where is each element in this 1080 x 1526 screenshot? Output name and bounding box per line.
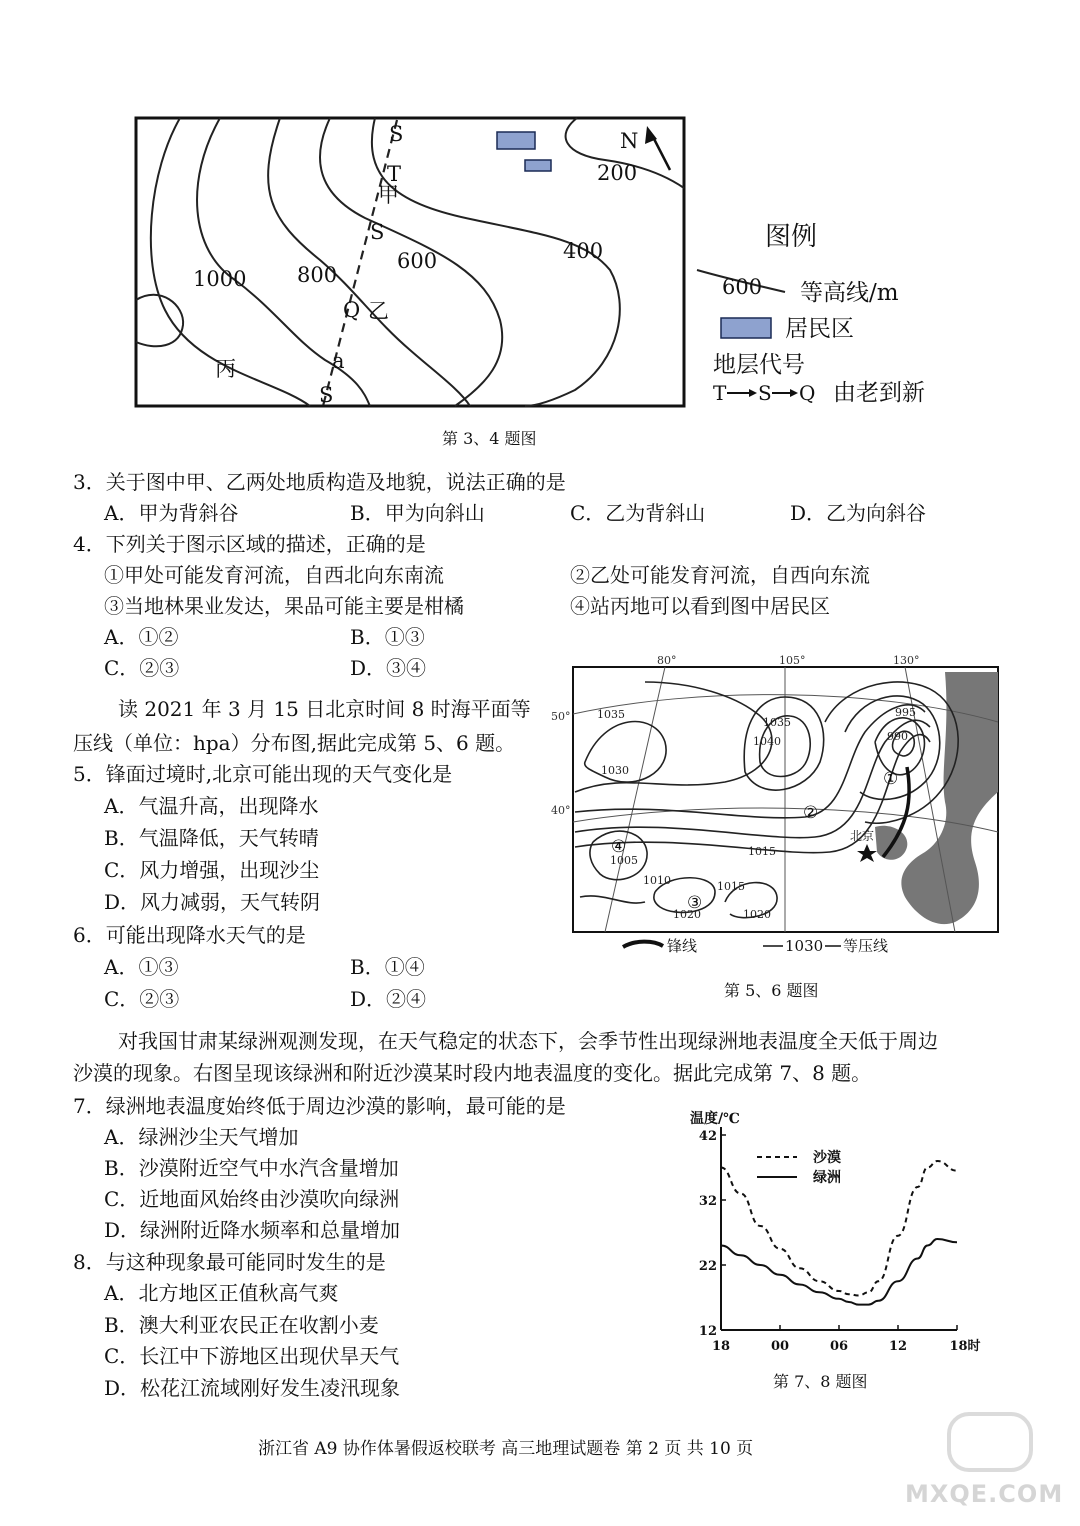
- question-8-option-b[interactable]: B．澳大利亚农民正在收割小麦: [104, 1313, 379, 1337]
- mark-2: ②: [803, 803, 819, 823]
- lat-40: 40°: [551, 804, 571, 817]
- isobar-label: 995: [895, 706, 916, 719]
- contour-line: [136, 295, 183, 346]
- question-7-option-d[interactable]: D．绿洲附近降水频率和总量增加: [104, 1218, 401, 1242]
- legend-contour-value: 600: [722, 275, 763, 299]
- question-8-option-d[interactable]: D．松花江流域刚好发生凌汛现象: [104, 1376, 401, 1400]
- question-6-option-d[interactable]: D．②④: [350, 987, 427, 1011]
- question-4-statement-4: ④站丙地可以看到图中居民区: [570, 594, 830, 618]
- question-7-stem: 7．绿洲地表温度始终低于周边沙漠的影响，最可能的是: [73, 1094, 566, 1118]
- strata-q: Q: [343, 298, 361, 322]
- x-tick-label: 12: [888, 1339, 908, 1354]
- question-6-stem: 6．可能出现降水天气的是: [73, 923, 306, 947]
- question-3-stem: 3．关于图中甲、乙两处地质构造及地貌，说法正确的是: [73, 470, 566, 494]
- y-tick-label: 22: [698, 1259, 717, 1274]
- question-8-option-c[interactable]: C．长江中下游地区出现伏旱天气: [104, 1344, 400, 1368]
- place-bing: 丙: [215, 357, 236, 381]
- strata-a: a: [332, 349, 345, 373]
- contour-label-800: 800: [297, 263, 338, 287]
- intro-5-6-line-2: 压线（单位：hpa）分布图,据此完成第 5、6 题。: [73, 731, 516, 755]
- question-4-option-b[interactable]: B．①③: [350, 625, 425, 649]
- figure-caption-7-8: 第 7、8 题图: [773, 1372, 868, 1391]
- question-5-option-d[interactable]: D．风力减弱，天气转阴: [104, 890, 321, 914]
- intro-7-8-line-2: 沙漠的现象。右图呈现该绿洲和附近沙漠某时段内地表温度的变化。据此完成第 7、8 题。: [73, 1061, 872, 1085]
- question-3-option-a[interactable]: A．甲为背斜谷: [104, 501, 239, 525]
- contour-label-200: 200: [597, 161, 638, 185]
- isobar-label: 1015: [748, 845, 776, 858]
- place-yi: 乙: [368, 299, 389, 323]
- residential-area: [497, 132, 535, 149]
- beijing-marker: [857, 844, 877, 862]
- legend-title: 图例: [765, 222, 818, 252]
- place-jia: 甲: [378, 183, 399, 207]
- north-label: N: [620, 129, 639, 153]
- watermark-text: MXQE.COM: [905, 1480, 1064, 1508]
- isobar-map: [545, 652, 1005, 962]
- isobar-label: 1035: [763, 716, 791, 729]
- mark-3: ③: [687, 893, 703, 913]
- isobar-label: 1015: [717, 880, 745, 893]
- isobar-label: 1020: [743, 908, 771, 921]
- question-7-option-c[interactable]: C．近地面风始终由沙漠吹向绿洲: [104, 1187, 400, 1211]
- page-footer: 浙江省 A9 协作体暑假返校联考 高三地理试题卷 第 2 页 共 10 页: [258, 1439, 754, 1459]
- legend-strata-t: T: [713, 381, 727, 405]
- contour-label-1000: 1000: [193, 267, 247, 291]
- isobar-label: 1020: [673, 908, 701, 921]
- strata-s-top: S: [389, 122, 404, 146]
- legend-isobar-value: 1030: [785, 937, 824, 955]
- question-3-option-c[interactable]: C．乙为背斜山: [570, 501, 706, 525]
- question-4-option-a[interactable]: A．①②: [104, 625, 179, 649]
- x-tick-label: 18: [711, 1339, 731, 1354]
- legend-front-label: 锋线: [667, 937, 698, 955]
- question-4-option-d[interactable]: D．③④: [350, 656, 427, 680]
- isobar-label: 990: [887, 730, 908, 743]
- isobar-label: 1005: [610, 854, 638, 867]
- temperature-chart: [685, 1105, 990, 1365]
- strata-t: T: [387, 162, 402, 186]
- question-4-option-c[interactable]: C．②③: [104, 656, 180, 680]
- intro-5-6-line-1: 读 2021 年 3 月 15 日北京时间 8 时海平面等: [118, 697, 531, 721]
- y-axis-label: 温度/℃: [690, 1111, 740, 1127]
- series-line-oasis: [721, 1239, 957, 1305]
- isobar-label: 1010: [643, 874, 671, 887]
- watermark-logo: [905, 1412, 1070, 1517]
- question-4-statement-3: ③当地林果业发达，果品可能主要是柑橘: [104, 594, 464, 618]
- figure-caption-3-4: 第 3、4 题图: [442, 429, 537, 448]
- question-6-option-a[interactable]: A．①③: [104, 955, 179, 979]
- north-arrow: [645, 126, 670, 170]
- y-tick-label: 42: [698, 1129, 717, 1144]
- mark-1: ①: [883, 769, 899, 789]
- question-5-option-a[interactable]: A．气温升高，出现降水: [104, 794, 319, 818]
- legend-front-sample: [623, 942, 663, 947]
- lat-50: 50°: [551, 710, 571, 723]
- question-5-option-c[interactable]: C．风力增强，出现沙尘: [104, 858, 320, 882]
- question-3-option-b[interactable]: B．甲为向斜山: [350, 501, 485, 525]
- isobar-label: 1040: [753, 735, 781, 748]
- question-5-stem: 5．锋面过境时,北京可能出现的天气变化是: [73, 762, 453, 786]
- lon-130: 130°: [893, 654, 920, 667]
- isobar-label: 1030: [601, 764, 629, 777]
- y-tick-label: 32: [698, 1194, 717, 1209]
- map-legend: [697, 222, 925, 406]
- question-3-option-d[interactable]: D．乙为向斜谷: [790, 501, 927, 525]
- contour-label-400: 400: [563, 239, 604, 263]
- isobar-label: 1035: [597, 708, 625, 721]
- legend-isobar-label: 等压线: [843, 937, 889, 955]
- question-4-statement-1: ①甲处可能发育河流，自西北向东南流: [104, 563, 444, 587]
- legend-contour-label: 等高线/m: [800, 280, 899, 306]
- question-8-stem: 8．与这种现象最可能同时发生的是: [73, 1250, 386, 1274]
- question-5-option-b[interactable]: B．气温降低，天气转晴: [104, 826, 319, 850]
- legend-strata-q: Q: [799, 381, 816, 405]
- question-4-statement-2: ②乙处可能发育河流，自西向东流: [570, 563, 870, 587]
- strata-s-bot: S: [319, 383, 334, 407]
- residential-area: [525, 160, 551, 171]
- legend-strata-title: 地层代号: [713, 352, 805, 378]
- strata-s-mid: S: [370, 220, 385, 244]
- city-beijing: 北京: [850, 829, 875, 843]
- figure-caption-5-6: 第 5、6 题图: [724, 981, 819, 1000]
- question-7-option-a[interactable]: A．绿洲沙尘天气增加: [104, 1125, 299, 1149]
- x-tick-label: 06: [829, 1339, 849, 1354]
- x-tick-label: 00: [770, 1339, 790, 1354]
- legend-residential-swatch: [721, 318, 771, 338]
- legend-strata-s: S: [758, 381, 772, 405]
- legend-residential-label: 居民区: [785, 316, 854, 342]
- question-6-option-c[interactable]: C．②③: [104, 987, 180, 1011]
- y-tick-label: 12: [698, 1324, 717, 1339]
- legend-label: 绿洲: [813, 1170, 841, 1186]
- lon-105: 105°: [779, 654, 806, 667]
- contour-label-600: 600: [397, 249, 438, 273]
- contour-map: [125, 110, 965, 420]
- lon-80: 80°: [657, 654, 677, 667]
- legend-label: 沙漠: [813, 1150, 841, 1166]
- x-tick-label: 18时: [949, 1339, 981, 1354]
- mark-4: ④: [611, 837, 627, 857]
- question-6-option-b[interactable]: B．①④: [350, 955, 425, 979]
- legend-strata-desc: 由老到新: [833, 380, 925, 406]
- question-4-stem: 4．下列关于图示区域的描述，正确的是: [73, 532, 426, 556]
- intro-7-8-line-1: 对我国甘肃某绿洲观测发现，在天气稳定的状态下，会季节性出现绿洲地表温度全天低于周边: [118, 1029, 938, 1053]
- contour-line: [268, 118, 470, 406]
- question-8-option-a[interactable]: A．北方地区正值秋高气爽: [104, 1281, 339, 1305]
- question-7-option-b[interactable]: B．沙漠附近空气中水汽含量增加: [104, 1156, 399, 1180]
